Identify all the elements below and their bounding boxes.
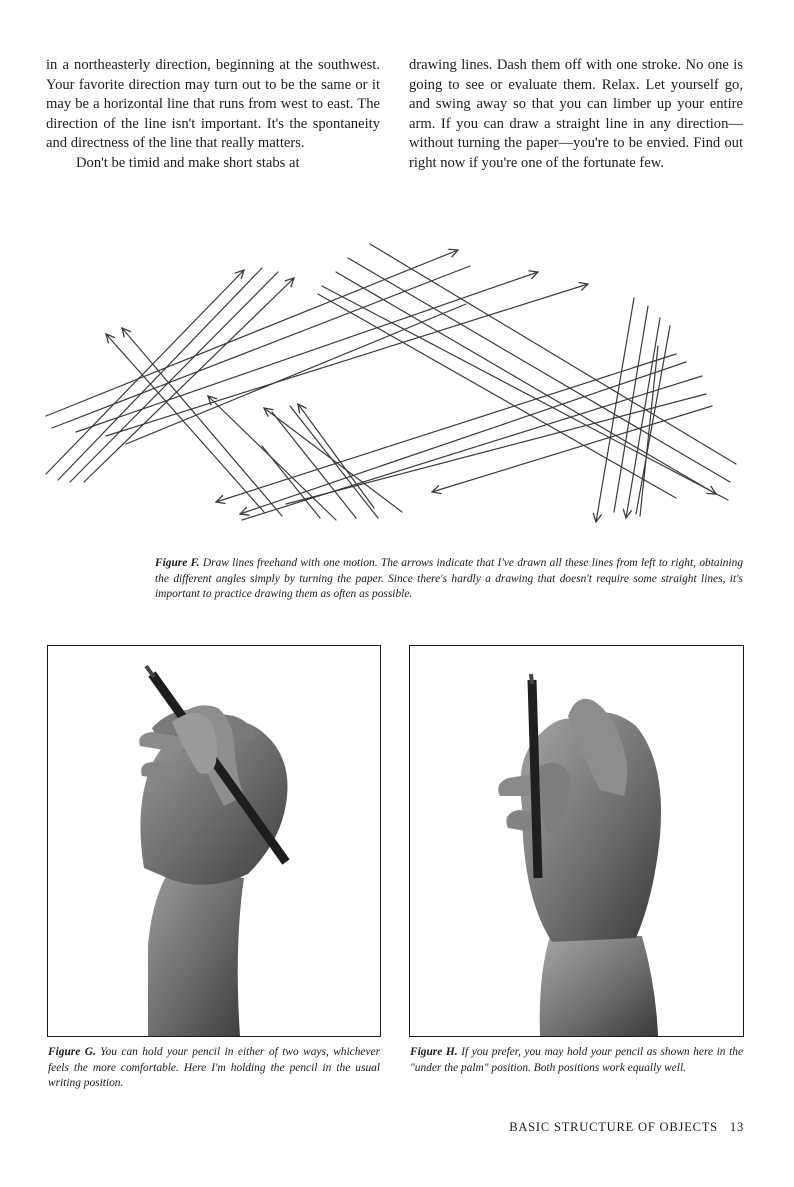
pencil-line: [336, 272, 716, 494]
pencil-line: [322, 286, 728, 500]
pencil-line: [70, 272, 278, 482]
running-footer: [509, 1120, 744, 1135]
forearm: [148, 866, 244, 1036]
figure-h-photo: [409, 645, 744, 1037]
figure-h-label: Figure H.: [410, 1046, 458, 1058]
figure-f-label: Figure F.: [155, 557, 200, 569]
left-paragraph-2: Don't be timid and make short stabs at: [76, 154, 300, 171]
pencil-line: [76, 272, 538, 432]
footer-section-title: BASIC STRUCTURE OF OBJECTS: [509, 1120, 718, 1134]
pencil-line: [272, 412, 356, 518]
figure-f-caption: [155, 556, 743, 603]
hand-under-palm-illustration: [410, 646, 743, 1036]
forearm: [540, 936, 658, 1036]
right-paragraph-1: drawing lines. Dash them off with one stroke. No one is going to see or evaluate them. Relax. Let yourself go, and swing away so that you can limber up your entire arm. If you can draw a straight line in any direction—without turning the paper—you're to be envied. Find out right now if you're one of the fortunate few.: [409, 57, 743, 171]
hand-writing-position-illustration: [48, 646, 380, 1036]
figure-g-label: Figure G.: [48, 1046, 96, 1058]
page-number: 13: [729, 1120, 744, 1134]
pencil-line: [84, 278, 294, 482]
pencil-tip: [531, 674, 532, 684]
pencil-line: [106, 334, 264, 512]
figure-g-caption-text: You can hold your pencil in either of two ways, whichever feels the more comfortable. Here I'm holding the pencil in the usual writing position.: [48, 1046, 381, 1090]
right-text-column: [409, 56, 743, 174]
left-paragraph-1: in a northeasterly direction, beginning at the southwest. Your favorite direction may turn out to be the same or it may be a horizontal line that runs from west to east. The direction of the line isn't important. It's the spontaneity and directness of the line that really matters.: [46, 57, 380, 152]
pencil-line: [106, 284, 588, 436]
pencil-line: [58, 268, 262, 480]
pencil-line: [348, 258, 730, 482]
figure-f-caption-text: Draw lines freehand with one motion. The arrows indicate that I've drawn all these lines from left to right, obtaining the different angles simply by turning the paper. Since there's hardly a drawing that doesn't require some straight lines, it's important to practice drawing them as often as possible.: [155, 557, 743, 601]
pencil-tip: [146, 666, 154, 677]
pencil-line: [614, 306, 648, 512]
figure-f-line-drawing: [36, 236, 748, 536]
figure-h-caption-text: If you prefer, you may hold your pencil as shown here in the "under the palm" position. Both positions work equally well.: [410, 1046, 743, 1074]
pencil-line: [370, 244, 736, 464]
pencil-line: [52, 266, 470, 428]
pencil-line: [46, 270, 244, 474]
figure-h-caption: [410, 1045, 743, 1076]
pencil-line: [262, 446, 320, 518]
left-text-column: [46, 56, 380, 174]
pencil: [532, 680, 538, 878]
figure-g-photo: [47, 645, 381, 1037]
figure-g-caption: [48, 1045, 380, 1092]
pencil-line: [596, 298, 634, 522]
